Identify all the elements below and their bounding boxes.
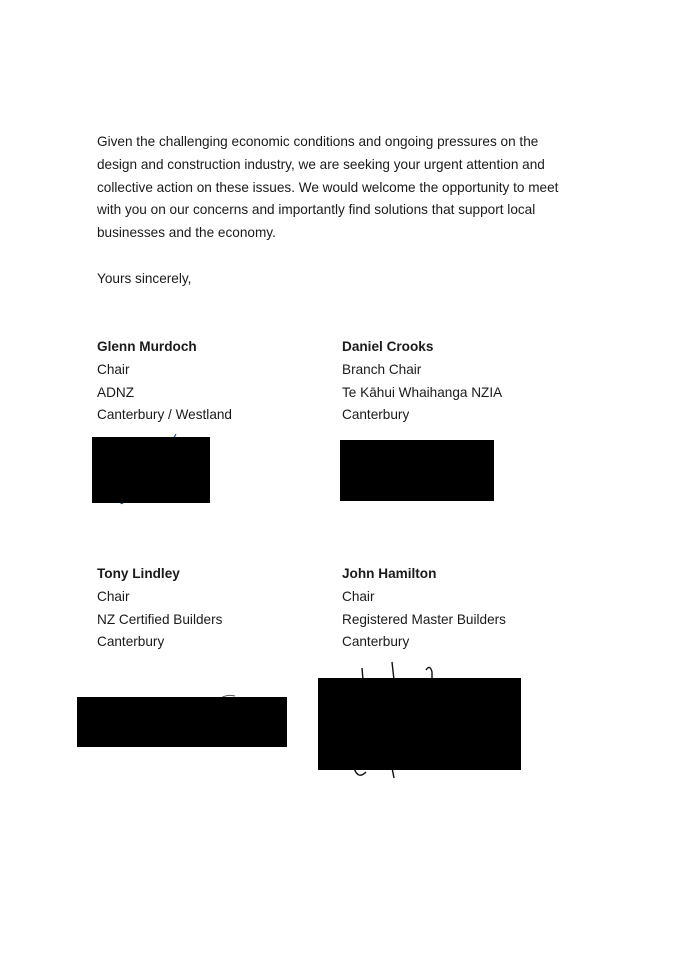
signatory-name: Daniel Crooks xyxy=(342,339,434,354)
signatory-role: Chair xyxy=(97,361,130,377)
signatory-organisation: Te Kāhui Whaihanga NZIA xyxy=(342,384,503,400)
signatory-region: Canterbury xyxy=(342,634,410,650)
letter-closing: Yours sincerely, xyxy=(97,271,192,286)
signatory-name: Tony Lindley xyxy=(97,566,180,581)
redacted-signature-john-hamilton xyxy=(318,678,521,770)
signatory-role: Chair xyxy=(342,588,375,604)
signatory-region: Canterbury xyxy=(97,634,165,650)
signatory-region: Canterbury xyxy=(342,407,410,423)
signatory-block-glenn-murdoch xyxy=(97,336,232,427)
signatory-block-john-hamilton xyxy=(342,563,506,654)
signatory-organisation: ADNZ xyxy=(97,384,135,400)
signatory-role: Branch Chair xyxy=(342,361,422,377)
letter-body-paragraph: Given the challenging economic conditions and ongoing pressures on the design and construction industry, we are seeking your urgent attention and collective action on these issues. We would welcome the opportunity to meet with you on our concerns and importantly find solutions that support local businesses and the economy. xyxy=(97,134,559,241)
signatory-organisation: NZ Certified Builders xyxy=(97,611,223,627)
redacted-signature-daniel-crooks xyxy=(340,440,494,501)
signatory-region: Canterbury / Westland xyxy=(97,407,232,423)
redacted-signature-glenn-murdoch xyxy=(92,437,210,503)
signatory-block-daniel-crooks xyxy=(342,336,502,427)
signatory-organisation: Registered Master Builders xyxy=(342,611,506,627)
signatory-name: John Hamilton xyxy=(342,566,437,581)
redacted-signature-tony-lindley xyxy=(77,697,287,747)
signatory-role: Chair xyxy=(97,588,130,604)
signatory-block-tony-lindley xyxy=(97,563,222,654)
signatory-name: Glenn Murdoch xyxy=(97,339,197,354)
